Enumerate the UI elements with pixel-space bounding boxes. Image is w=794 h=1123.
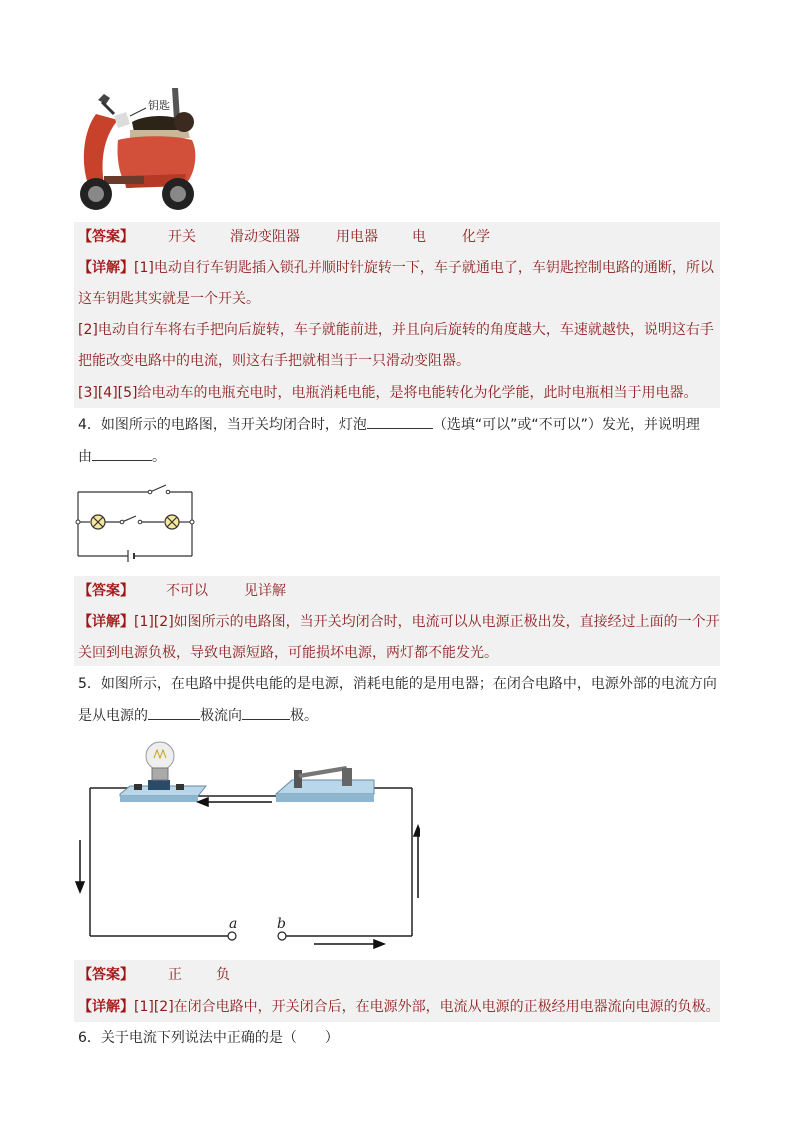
scooter-image	[74, 80, 204, 214]
q5-circuit-diagram	[70, 736, 420, 950]
answer-4: 电	[412, 229, 426, 245]
q5-blank-2	[242, 705, 290, 720]
detail-label: 【详解】	[78, 614, 134, 630]
terminal-a-label: a	[229, 916, 238, 932]
q4-circuit-diagram	[74, 480, 198, 564]
q5-detail-line-1: 【详解】[1][2]在闭合电路中，开关闭合后，在电源外部，电流从电源的正极经用电器流向电源的负极。	[78, 999, 720, 1015]
q3-detail-line-2: 这车钥匙其实就是一个开关。	[78, 291, 260, 307]
q5-question-line-1: 5．如图所示，在电路中提供电能的是电源，消耗电能的是用电器；在闭合电路中，电源外部的电流方向	[78, 676, 717, 692]
key-label: 钥匙	[148, 99, 170, 112]
q6-question-line-1: 6．关于电流下列说法中正确的是（ ）	[78, 1030, 339, 1046]
answer-1: 正	[168, 967, 182, 983]
q4-blank-1	[367, 414, 433, 429]
detail-label: 【详解】	[78, 260, 134, 276]
q5-question-line-2: 是从电源的 极流向 极。	[78, 705, 318, 726]
q4-detail-line-1: 【详解】[1][2]如图所示的电路图，当开关均闭合时，电流可以从电源正极出发，直接经过上面的一个开	[78, 614, 720, 630]
answer-2: 见详解	[244, 583, 286, 599]
q5-answer-row	[78, 965, 718, 985]
q3-answer-row	[78, 227, 718, 247]
answer-1: 开关	[168, 229, 196, 245]
detail-label: 【详解】	[78, 999, 134, 1015]
answer-3: 用电器	[336, 229, 378, 245]
answer-2: 负	[216, 967, 230, 983]
q4-detail-line-2: 关回到电源负极，导致电源短路，可能损坏电源，两灯都不能发光。	[78, 645, 498, 661]
answer-1: 不可以	[166, 583, 208, 599]
q3-answer-panel	[74, 222, 720, 408]
terminal-b-label: b	[277, 916, 286, 932]
answer-label: 【答案】	[78, 967, 134, 983]
answer-label: 【答案】	[78, 229, 134, 245]
q3-detail-line-5: [3][4][5]给电动车的电瓶充电时，电瓶消耗电能，是将电能转化为化学能，此时电瓶相当于用电器。	[78, 385, 698, 401]
q4-blank-2	[92, 446, 152, 461]
q4-question-line-2: 由 。	[78, 446, 166, 467]
answer-label: 【答案】	[78, 583, 134, 599]
q3-detail-line-3: [2]电动自行车将右手把向后旋转，车子就能前进，并且向后旋转的角度越大，车速就越快，说明这右手	[78, 322, 714, 338]
q4-question-line-1: 4．如图所示的电路图，当开关均闭合时，灯泡 （选填“可以”或“不可以”）发光，并说明理	[78, 414, 700, 435]
q3-detail-line-1: 【详解】[1]电动自行车钥匙插入锁孔并顺时针旋转一下，车子就通电了，车钥匙控制电路的通断，所以	[78, 260, 714, 276]
q4-answer-row	[78, 581, 718, 601]
q3-detail-line-4: 把能改变电路中的电流，则这右手把就相当于一只滑动变阻器。	[78, 353, 470, 369]
answer-2: 滑动变阻器	[230, 229, 300, 245]
answer-5: 化学	[462, 229, 490, 245]
q5-blank-1	[148, 705, 200, 720]
